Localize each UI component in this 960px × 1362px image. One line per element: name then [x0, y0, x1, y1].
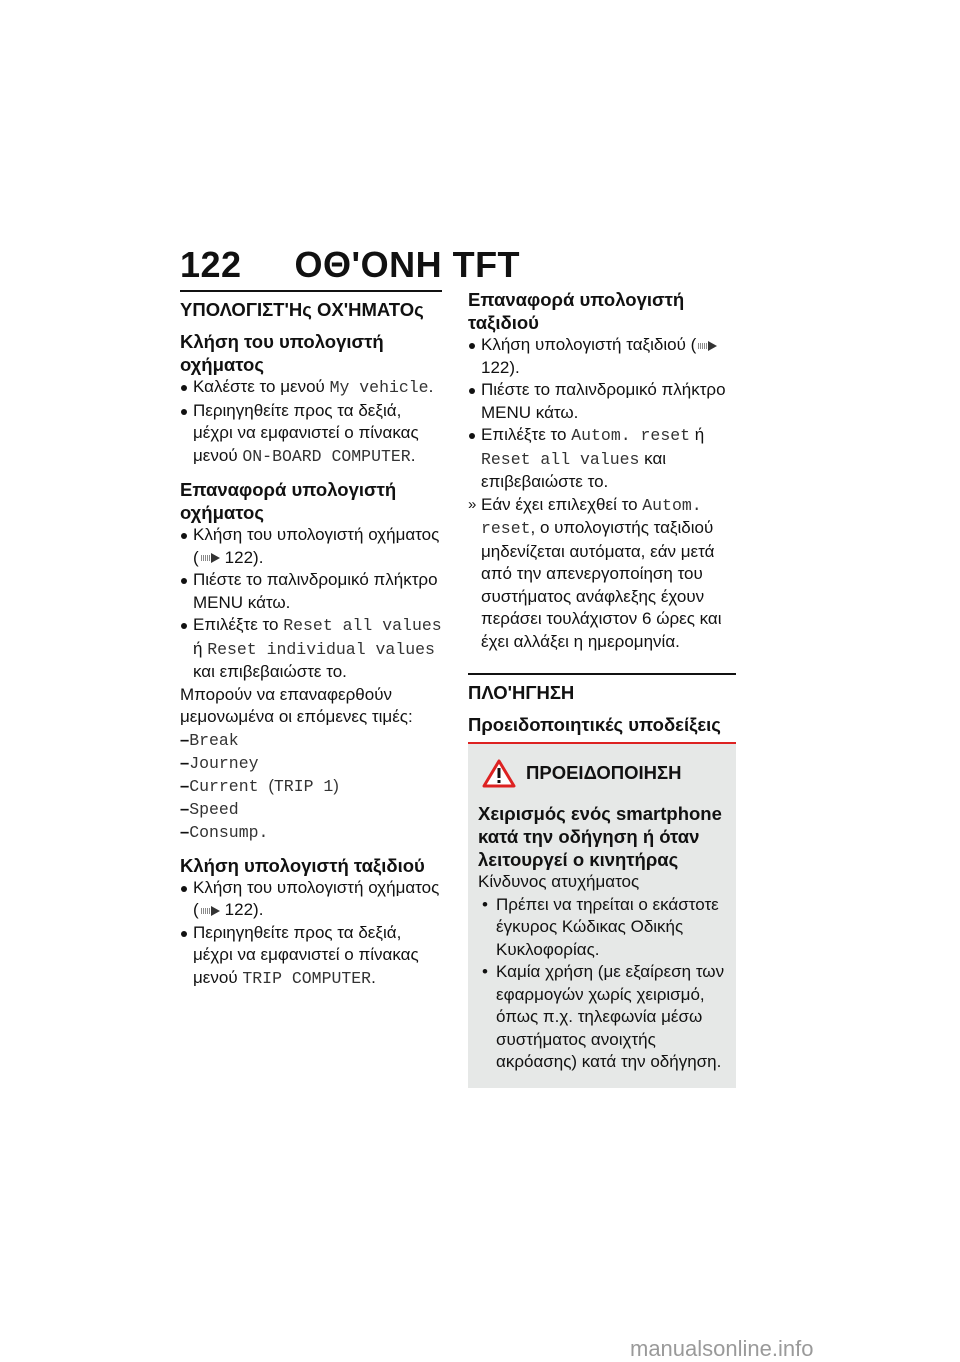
- reset-value-item: –Consump.: [180, 822, 269, 842]
- page-reference-link[interactable]: 122: [481, 357, 510, 377]
- result-marker-icon: »: [468, 495, 477, 513]
- page-reference-arrow-icon: [201, 553, 221, 563]
- warnings-subheading: Προειδοποιητικές υποδείξεις: [468, 714, 721, 735]
- list-item: Περιηγηθείτε προς τα δεξιά, μέχρι να εμφανιστεί ο πίνακας μενού TRIP COMPUTER.: [180, 922, 442, 991]
- reset-value-item: –Journey: [180, 753, 259, 773]
- reset-value-item: –Speed: [180, 799, 239, 819]
- warning-risk: Κίνδυνος ατυχήματος: [478, 872, 640, 891]
- warning-label: ΠΡΟΕΙΔΟΠΟΙΗΣΗ: [526, 762, 682, 783]
- section-divider: [468, 673, 736, 675]
- heading-reset-vehicle-computer: Επαναφορά υπολογιστή οχήματος: [180, 479, 397, 523]
- page-number: 122: [180, 244, 242, 285]
- left-column: [180, 290, 442, 990]
- list-item: Κλήση του υπολογιστή οχήματος ( 122).: [180, 877, 442, 922]
- page-reference-arrow-icon: [698, 341, 718, 351]
- section-divider: [180, 290, 442, 292]
- warning-title: Χειρισμός ενός smartphone κατά την οδήγηση ή όταν λειτουργεί ο κινητήρας: [478, 803, 722, 870]
- heading-call-trip-computer: Κλήση υπολογιστή ταξιδιού: [180, 854, 425, 876]
- list-item: Πιέστε το παλινδρομικό πλήκτρο MENU κάτω.: [180, 569, 442, 614]
- reset-value-item: –Current (TRIP 1): [180, 776, 339, 796]
- page-reference-link[interactable]: 122: [224, 547, 254, 567]
- reset-note: Μπορούν να επαναφερθούν μεμονωμένα οι επόμενες τιμές:: [180, 684, 413, 726]
- page-header: [180, 244, 520, 286]
- heading-reset-trip-computer: Επαναφορά υπολογιστή ταξιδιού: [468, 289, 685, 333]
- list-item: Καλέστε το μενού My vehicle.: [180, 376, 442, 400]
- right-column: [468, 288, 736, 1088]
- warning-list-item: • Καμία χρήση (με εξαίρεση των εφαρμογών χωρίς χειρισμό, όπως π.χ. τηλεφωνία μέσω συστήματος ανοιχτής ακρόασης) κατά την οδήγηση.: [478, 961, 730, 1074]
- watermark: manualsonline.info: [630, 1336, 814, 1361]
- list-item: Κλήση του υπολογιστή οχήματος ( 122).: [180, 524, 442, 569]
- page-reference-arrow-icon: [201, 906, 221, 916]
- section-title: ΥΠΟΛΟΓΙΣΤ'Ης ΟΧ'ΗΜΑΤΟς: [180, 299, 424, 320]
- reset-value-item: –Break: [180, 730, 239, 750]
- section-title: ΠΛΟ'ΗΓΗΣΗ: [468, 682, 575, 703]
- warning-list-item: • Πρέπει να τηρείται ο εκάστοτε έγκυρος Κώδικας Οδικής Κυκλοφορίας.: [478, 894, 730, 962]
- heading-call-vehicle-computer: Κλήση του υπολογιστή οχήματος: [180, 331, 384, 375]
- list-item: Επιλέξτε το Reset all values ή Reset individual values και επιβεβαιώστε το.: [180, 614, 442, 684]
- warning-box: [468, 744, 736, 1088]
- list-item: Περιηγηθείτε προς τα δεξιά, μέχρι να εμφανιστεί ο πίνακας μενού ON-BOARD COMPUTER.: [180, 400, 442, 469]
- list-item: Πιέστε το παλινδρομικό πλήκτρο MENU κάτω.: [468, 379, 736, 424]
- warning-triangle-icon: [482, 758, 516, 788]
- warning-header: [482, 758, 730, 788]
- result-item: » Εάν έχει επιλεχθεί το Autom. reset, ο υπολογιστής ταξιδιού μηδενίζεται αυτόματα, εάν μετά από την απενεργοποίηση του συστήματος ανάφλεξης έχουν περάσει τουλάχιστον 6 ώρες και έχει αλλάξει η ημερομηνία.: [468, 494, 722, 651]
- page-title: ΟΘ'ΟΝΗ TFT: [294, 244, 521, 285]
- page-reference-link[interactable]: 122: [224, 900, 254, 919]
- list-item: Επιλέξτε το Autom. reset ή Reset all values και επιβεβαιώστε το.: [468, 424, 736, 494]
- list-item: Κλήση υπολογιστή ταξιδιού (122).: [468, 334, 736, 379]
